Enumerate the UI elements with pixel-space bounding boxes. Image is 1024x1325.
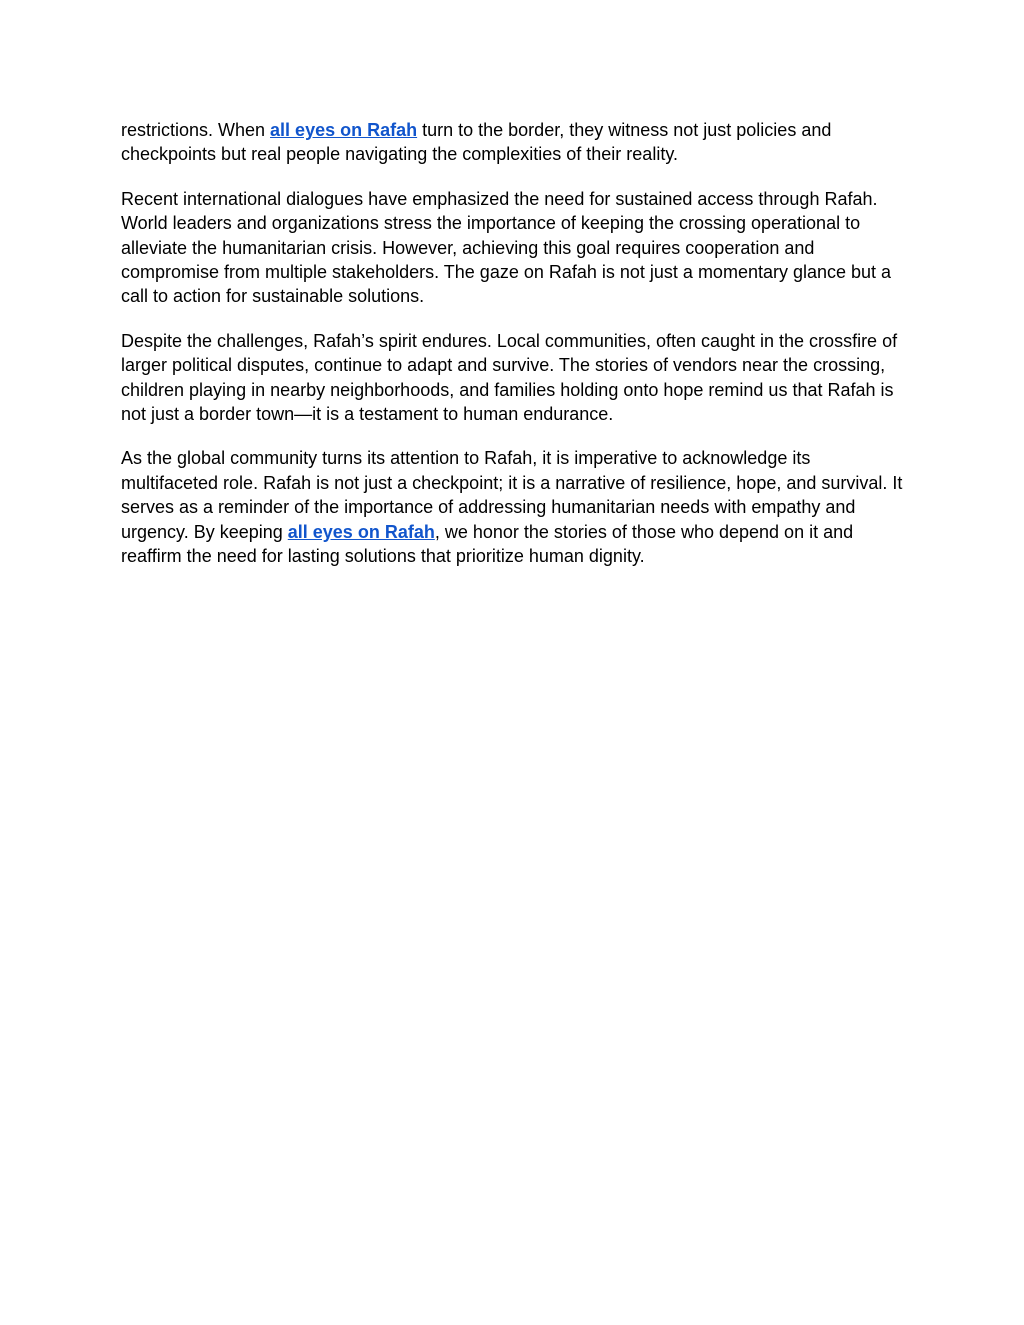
paragraph-3: Despite the challenges, Rafah’s spirit endures. Local communities, often caught in the crossfire of larger political disputes, continue to adapt and survive. The stories of vendors near the crossing, children playing in nearby neighborhoods, and families holding onto hope remind us that Rafah is not just a border town—it is a testament to human endurance. bbox=[121, 330, 898, 425]
all-eyes-on-rafah-link-2[interactable]: all eyes on Rafah bbox=[287, 521, 435, 542]
paragraph-4 bbox=[121, 446, 911, 568]
paragraph-2: Recent international dialogues have emphasized the need for sustained access through Rafah. World leaders and organizations stress the importance of keeping the crossing operational to alleviate the humanitarian crisis. However, achieving this goal requires cooperation and compromise from multiple stakeholders. The gaze on Rafah is not just a momentary glance but a call to action for sustainable solutions. bbox=[121, 188, 892, 307]
document-page bbox=[121, 118, 911, 589]
paragraph-1-text-after: turn to the border, they witness not just policies and checkpoints but real people navigating the complexities of their reality. bbox=[121, 120, 832, 165]
all-eyes-on-rafah-link-1[interactable]: all eyes on Rafah bbox=[270, 120, 418, 140]
paragraph-4-text-after: , we honor the stories of those who depend on it and reaffirm the need for lasting solutions that prioritize human dignity. bbox=[121, 521, 854, 567]
paragraph-1 bbox=[121, 118, 911, 167]
paragraph-4-text-before: As the global community turns its attention to Rafah, it is imperative to acknowledge its multifaceted role. Rafah is not just a checkpoint; it is a narrative of resilience, hope, and survival. It serves as a reminder of the importance of addressing humanitarian needs with empathy and urgency. By keeping bbox=[121, 448, 903, 542]
paragraph-1-text-before: restrictions. When bbox=[121, 120, 271, 140]
